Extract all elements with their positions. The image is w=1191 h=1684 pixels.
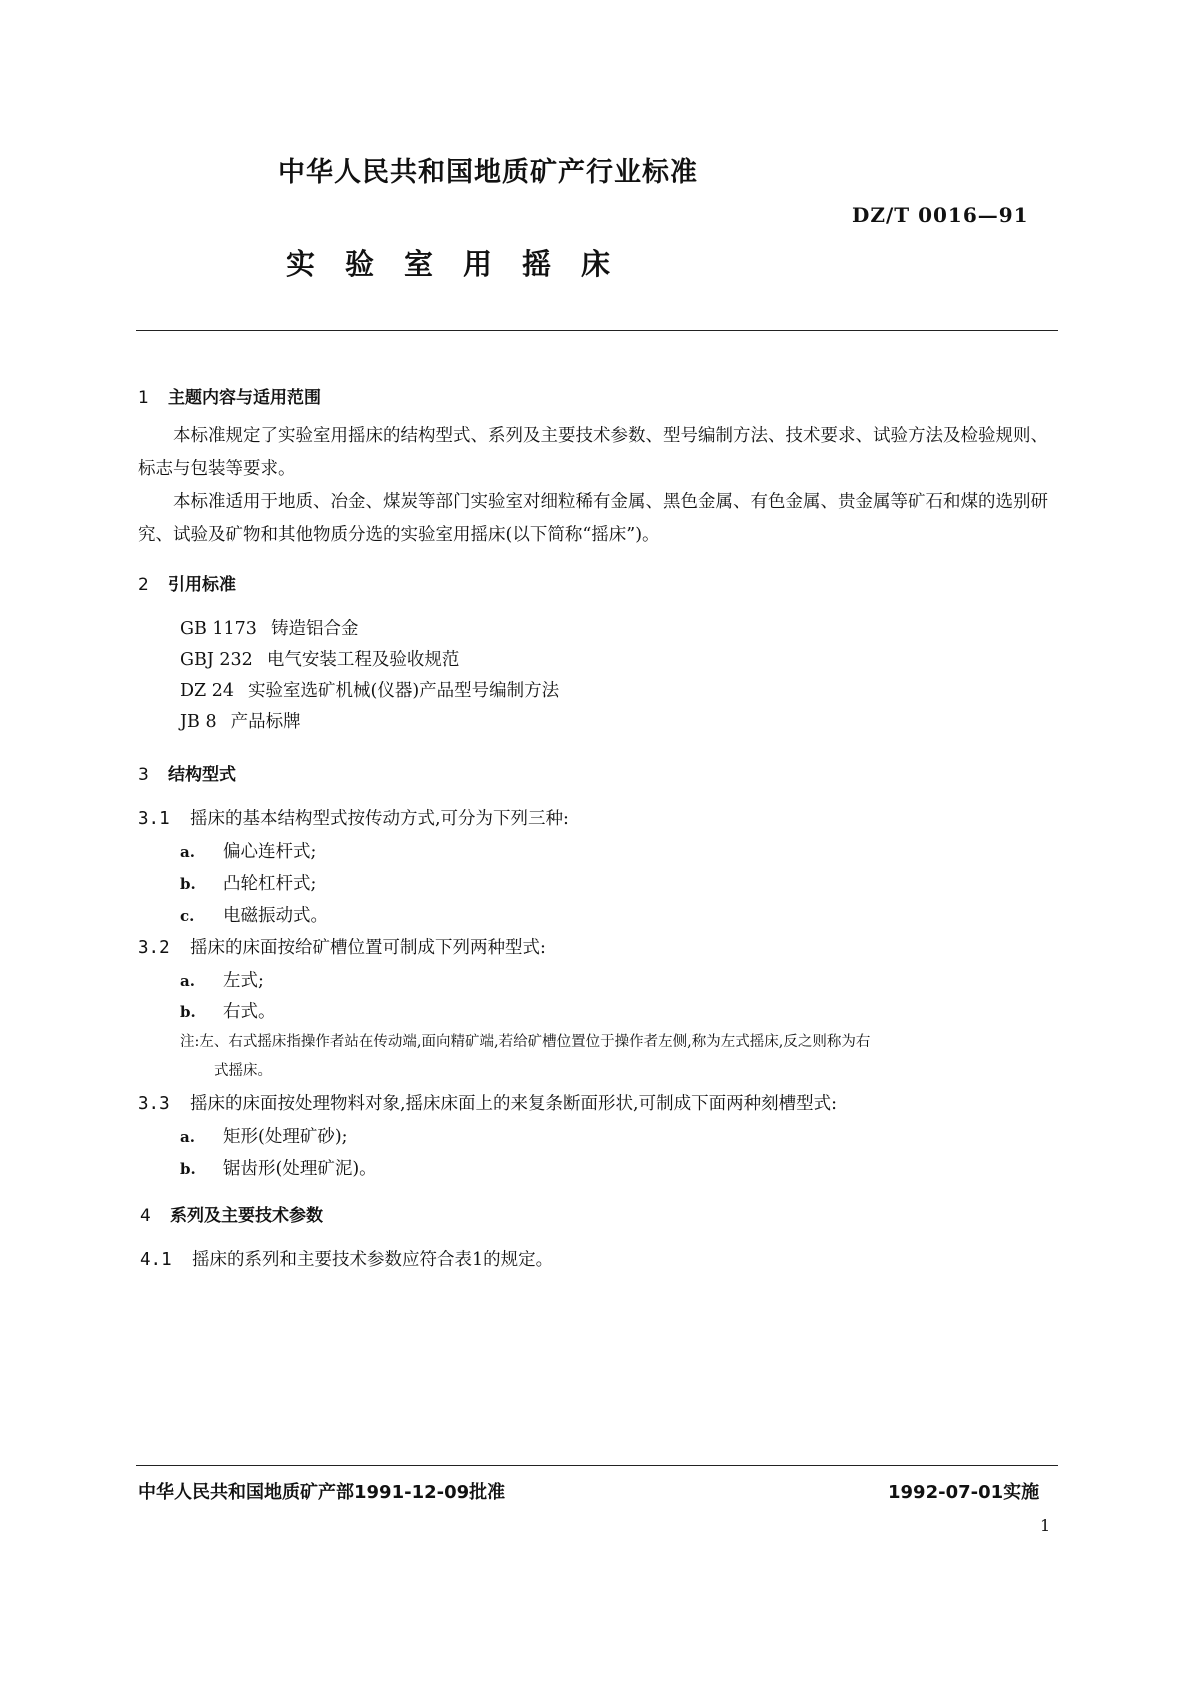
clause-text: 摇床的床面按处理物料对象,摇床床面上的来复条断面形状,可制成下面两种刻槽型式:	[190, 1094, 838, 1114]
note-line: 注:左、右式摇床指操作者站在传动端,面向精矿端,若给矿槽位置位于操作者左侧,称为左式摇床,反之则称为右	[180, 1034, 871, 1050]
list-marker: b.	[180, 1003, 196, 1021]
clause-text: 摇床的系列和主要技术参数应符合表1的规定。	[192, 1250, 554, 1270]
section-number: 3	[138, 765, 149, 785]
list-marker: c.	[180, 907, 195, 925]
clause-number: 3.3	[138, 1094, 170, 1114]
reference-code: GBJ 232	[180, 650, 253, 670]
list-item	[180, 998, 276, 1023]
list-text: 右式。	[223, 1002, 276, 1022]
list-item	[180, 1123, 348, 1148]
list-text: 左式;	[223, 971, 264, 991]
paragraph: 本标准适用于地质、冶金、煤炭等部门实验室对细粒稀有金属、黑色金属、有色金属、贵金属等矿石和煤的选别研究、试验及矿物和其他物质分选的实验室用摇床(以下简称“摇床”)。	[138, 492, 1048, 545]
section-number: 1	[138, 388, 149, 408]
section-1-heading	[138, 383, 321, 408]
clause-number: 4.1	[140, 1250, 172, 1270]
list-marker: b.	[180, 1160, 196, 1178]
issuing-standard-title: 中华人民共和国地质矿产行业标准	[278, 157, 698, 188]
section-title: 结构型式	[168, 765, 236, 785]
list-text: 矩形(处理矿砂);	[223, 1127, 348, 1147]
reference-name: 实验室选矿机械(仪器)产品型号编制方法	[248, 681, 560, 701]
list-item	[180, 870, 316, 895]
reference-code: JB 8	[180, 712, 217, 732]
clause-number: 3.1	[138, 809, 170, 829]
approval-line: 中华人民共和国地质矿产部1991-12-09批准	[138, 1482, 506, 1503]
paragraph: 本标准规定了实验室用摇床的结构型式、系列及主要技术参数、型号编制方法、技术要求、试验方法及检验规则、标志与包装等要求。	[138, 426, 1048, 479]
section-1-body	[138, 420, 1058, 552]
section-number: 2	[138, 575, 149, 595]
list-marker: b.	[180, 875, 196, 893]
reference-code: DZ 24	[180, 681, 235, 701]
clause-3-1	[138, 805, 569, 830]
reference-name: 电气安装工程及验收规范	[266, 650, 460, 670]
clause-4-1	[140, 1246, 553, 1271]
footer-rule	[136, 1465, 1058, 1466]
list-item	[180, 838, 316, 863]
list-marker: a.	[180, 1128, 195, 1146]
list-text: 锯齿形(处理矿泥)。	[223, 1159, 377, 1179]
reference-item	[180, 615, 358, 640]
section-title: 主题内容与适用范围	[168, 388, 321, 408]
reference-name: 铸造铝合金	[270, 619, 359, 639]
list-text: 偏心连杆式;	[223, 842, 317, 862]
clause-3-3	[138, 1090, 837, 1115]
section-3-heading	[138, 760, 236, 785]
section-number: 4	[140, 1206, 151, 1226]
list-item	[180, 902, 328, 927]
section-title: 引用标准	[168, 575, 236, 595]
document-title: 实验室用摇床	[286, 247, 641, 281]
list-item	[180, 1155, 377, 1180]
section-title: 系列及主要技术参数	[170, 1206, 323, 1226]
list-marker: a.	[180, 972, 195, 990]
list-text: 电磁振动式。	[223, 906, 328, 926]
effective-date: 1992-07-01实施	[888, 1482, 1040, 1503]
note	[180, 1028, 1040, 1086]
section-2-heading	[138, 570, 236, 595]
standard-code: DZ/T 0016—91	[852, 203, 1029, 227]
list-item	[180, 967, 264, 992]
clause-3-2	[138, 934, 546, 959]
reference-name: 产品标牌	[230, 712, 301, 732]
reference-item	[180, 677, 559, 702]
clause-text: 摇床的床面按给矿槽位置可制成下列两种型式:	[190, 938, 546, 958]
reference-item	[180, 708, 301, 733]
reference-code: GB 1173	[180, 619, 257, 639]
header-rule	[136, 330, 1058, 331]
list-text: 凸轮杠杆式;	[223, 874, 317, 894]
list-marker: a.	[180, 843, 195, 861]
page-number: 1	[1040, 1516, 1051, 1535]
section-4-heading	[140, 1201, 323, 1226]
note-line: 式摇床。	[214, 1063, 272, 1079]
reference-item	[180, 646, 459, 671]
clause-number: 3.2	[138, 938, 170, 958]
clause-text: 摇床的基本结构型式按传动方式,可分为下列三种:	[190, 809, 569, 829]
